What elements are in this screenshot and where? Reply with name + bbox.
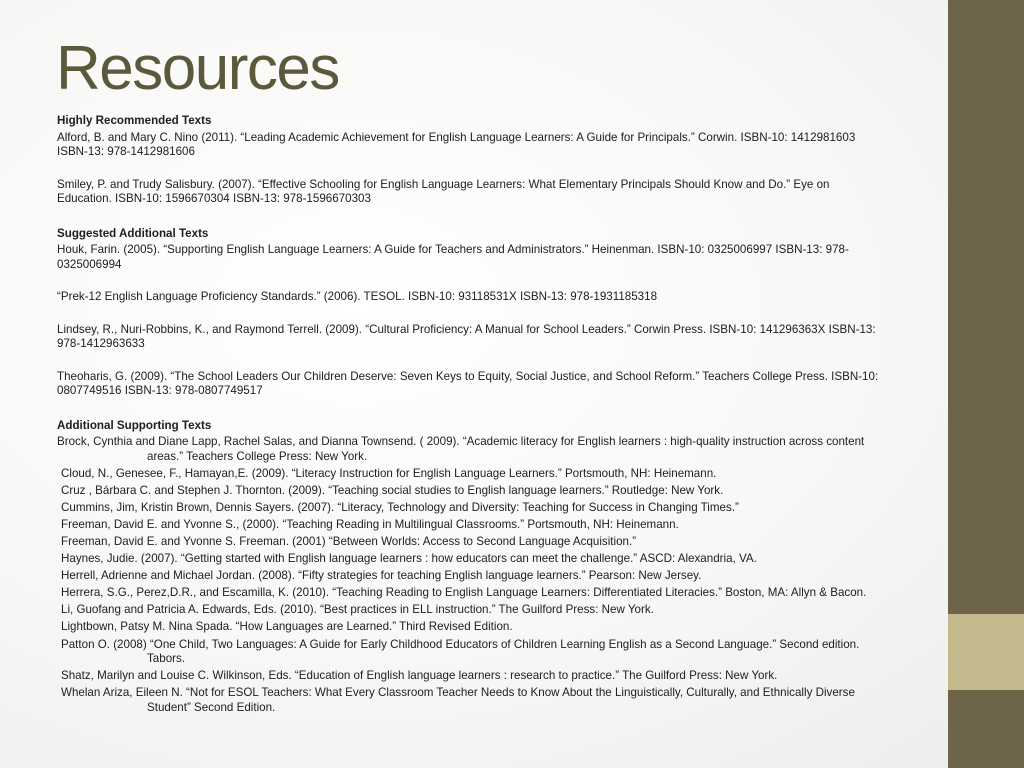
reference-entry: Theoharis, G. (2009). “The School Leaders Our Children Deserve: Seven Keys to Equity, Social Justice, and School Reform.” Teachers College Press. ISBN-10: 0807749516 ISBN-13: 978-0807749517 [57, 369, 879, 397]
reference-entry: Cruz , Bárbara C. and Stephen J. Thornton. (2009). “Teaching social studies to English language learners.” Routledge: New York. [61, 483, 724, 497]
reference-entry: Freeman, David E. and Yvonne S. Freeman. (2001) “Between Worlds: Access to Second Language Acquisition.” [61, 534, 637, 548]
section-heading-highly-recommended: Highly Recommended Texts [57, 114, 212, 127]
section-heading-additional-supporting: Additional Supporting Texts [57, 418, 212, 432]
reference-entry: Smiley, P. and Trudy Salisbury. (2007). “Effective Schooling for English Language Learners: What Elementary Principals Should Know and Do.” Eye on Education. ISBN-10: 1596670304 ISBN-13: 978-1596670303 [57, 177, 830, 205]
resources-body [57, 114, 887, 718]
reference-entry: Herrell, Adrienne and Michael Jordan. (2008). “Fifty strategies for teaching English language learners.” Pearson: New Jersey. [61, 569, 702, 583]
reference-entry: Shatz, Marilyn and Louise C. Wilkinson, Eds. “Education of English language learners : research to practice.” The Guilford Press: New York. [61, 669, 778, 683]
section-heading-suggested-additional: Suggested Additional Texts [57, 226, 209, 240]
reference-entry: Brock, Cynthia and Diane Lapp, Rachel Salas, and Dianna Townsend. ( 2009). “Academic literacy for English learners : high-quality instruction across content areas.” Teachers College Press: New York. [57, 435, 865, 463]
reference-entry: Alford, B. and Mary C. Nino (2011). “Leading Academic Achievement for English Language Learners: A Guide for Principals.” Corwin. ISBN-10: 1412981603 ISBN-13: 978-1412981606 [57, 130, 856, 158]
reference-entry: Lindsey, R., Nuri-Robbins, K., and Raymond Terrell. (2009). “Cultural Proficiency: A Manual for School Leaders.” Corwin Press. ISBN-10: 141296363X ISBN-13: 978-1412963633 [57, 322, 876, 350]
decorative-sidebar-accent [948, 614, 1024, 690]
reference-entry: Cloud, N., Genesee, F., Hamayan,E. (2009). “Literacy Instruction for English Language Learners.” Portsmouth, NH: Heinemann. [61, 466, 717, 480]
reference-entry: Patton O. (2008) “One Child, Two Languages: A Guide for Early Childhood Educators of Children Learning English as a Second Language.” Second edition. Tabors. [61, 637, 860, 666]
reference-entry: Cummins, Jim, Kristin Brown, Dennis Sayers. (2007). “Literacy, Technology and Diversity: Teaching for Success in Changing Times.” [61, 500, 739, 514]
reference-entry: Herrera, S.G., Perez,D.R., and Escamilla, K. (2010). “Teaching Reading to English Language Learners: Differentiated Literacies.” Boston, MA: Allyn & Bacon. [61, 586, 867, 600]
slide-title: Resources [56, 34, 339, 103]
reference-entry: Lightbown, Patsy M. Nina Spada. “How Languages are Learned.” Third Revised Edition. [61, 620, 513, 634]
reference-entry: Whelan Ariza, Eileen N. “Not for ESOL Teachers: What Every Classroom Teacher Needs to Know About the Linguistically, Culturally, and Ethnically Diverse Student” Second Edition. [61, 686, 855, 714]
reference-entry: Freeman, David E. and Yvonne S., (2000). “Teaching Reading in Multilingual Classrooms.” Portsmouth, NH: Heinemann. [61, 517, 679, 531]
additional-supporting-list [57, 435, 887, 715]
reference-entry: “Prek-12 English Language Proficiency Standards.” (2006). TESOL. ISBN-10: 93118531X ISBN-13: 978-1931185318 [57, 290, 658, 303]
reference-entry: Houk, Farin. (2005). “Supporting English Language Learners: A Guide for Teachers and Administrators.” Heinenman. ISBN-10: 0325006997 ISBN-13: 978-0325006994 [57, 243, 849, 271]
reference-entry: Li, Guofang and Patricia A. Edwards, Eds. (2010). “Best practices in ELL instruction.” The Guilford Press: New York. [61, 603, 654, 617]
reference-entry: Haynes, Judie. (2007). “Getting started with English language learners : how educators can meet the challenge.” ASCD: Alexandria, VA. [61, 552, 757, 566]
